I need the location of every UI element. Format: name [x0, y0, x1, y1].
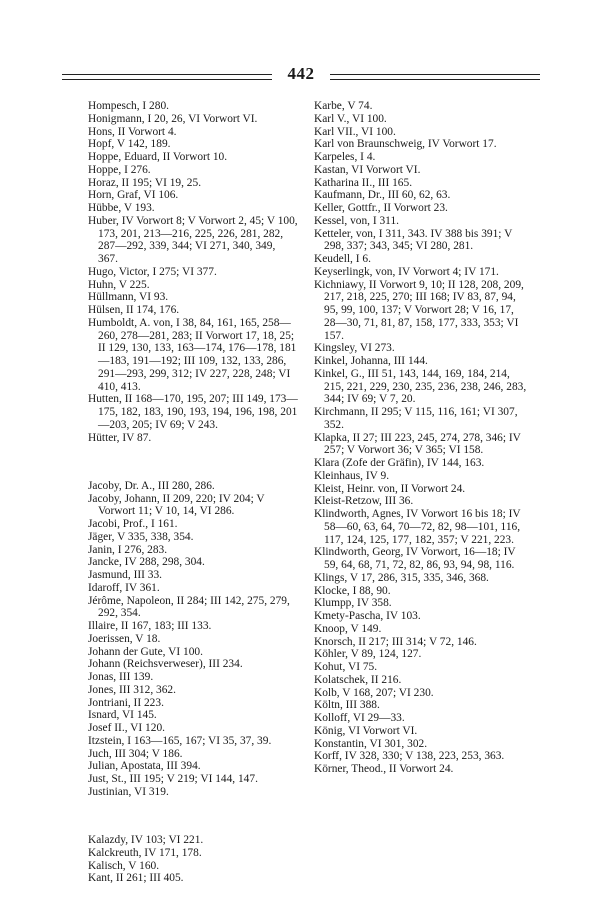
index-entry: Jontriani, II 223.	[88, 696, 164, 709]
index-entry: Hutten, II 168—170, 195, 207; III 149, 173—175, 182, 183, 190, 193, 194, 196, 198, 201—203, 205; IV 69; V 243.	[88, 393, 298, 431]
index-entry: Itzstein, I 163—165, 167; VI 35, 37, 39.	[88, 734, 272, 747]
index-entry: Kingsley, VI 273.	[314, 342, 395, 355]
index-entry: Hons, II Vorwort 4.	[88, 125, 177, 138]
index-entry: Keller, Gottfr., II Vorwort 23.	[314, 202, 448, 214]
index-entry: Klindworth, Agnes, IV Vorwort 16 bis 18; IV 58—60, 63, 64, 70—72, 82, 98—101, 116, 117, 124, 125, 177, 182, 357; V 221, 223.	[314, 508, 521, 546]
index-entry: Kant, II 261; III 405.	[88, 872, 184, 885]
index-entry: Justinian, VI 319.	[88, 785, 169, 798]
index-entry: Kalazdy, IV 103; VI 221.	[88, 834, 204, 847]
index-entry: Juch, III 304; V 186.	[88, 747, 183, 760]
index-entry: Költn, III 388.	[314, 699, 380, 712]
index-entry: Idaroff, IV 361.	[88, 581, 160, 594]
index-entry: Kmety-Pascha, IV 103.	[314, 610, 421, 622]
index-entry: Kolloff, VI 29—33.	[314, 712, 405, 724]
index-entry: Jancke, IV 288, 298, 304.	[88, 556, 205, 569]
index-entry: Honigmann, I 20, 26, VI Vorwort VI.	[88, 112, 258, 125]
index-entry: Karbe, V 74.	[314, 100, 373, 112]
index-entry: Jacoby, Dr. A., III 280, 286.	[88, 479, 215, 492]
section-gap	[88, 810, 298, 823]
page-number: 442	[287, 64, 315, 83]
index-entry: Kolatschek, II 216.	[314, 673, 402, 686]
index-entry: Kleinhaus, IV 9.	[314, 469, 390, 482]
index-entry: Hoppe, Eduard, II Vorwort 10.	[88, 151, 228, 163]
index-entry: Kleist-Retzow, III 36.	[314, 495, 414, 508]
index-entry: Jacoby, Johann, II 209, 220; IV 204; V Vorwort 11; V 10, 14, VI 286.	[88, 492, 265, 518]
index-entry: Julian, Apostata, III 394.	[88, 760, 201, 773]
section-gap	[88, 456, 298, 469]
index-entry: Köhler, V 89, 124, 127.	[314, 648, 422, 661]
index-entry: Kichniawy, II Vorwort 9, 10; II 128, 208, 209, 217, 218, 225, 270; III 168; IV 83, 87, 94, 95, 99, 100, 137; V Vorwort 28; V 16, 17, 28—30, 71, 81, 87, 158, 177, 333, 353; VI 157.	[314, 278, 524, 342]
index-entry: Kastan, VI Vorwort VI.	[314, 163, 421, 176]
index-entry: Jonas, III 139.	[88, 671, 154, 684]
index-entry: Kohut, VI 75.	[314, 661, 378, 673]
index-entry: Hugo, Victor, I 275; VI 377.	[88, 265, 217, 278]
index-entry: Joerissen, V 18.	[88, 632, 161, 645]
header-rule-right	[330, 74, 540, 80]
index-entry: Horn, Graf, VI 106.	[88, 189, 179, 202]
index-entry: Knoop, V 149.	[314, 622, 382, 635]
index-entry: Hoppe, I 276.	[88, 163, 151, 176]
index-entry: Karpeles, I 4.	[314, 151, 376, 163]
index-entry: Kaufmann, Dr., III 60, 62, 63.	[314, 189, 451, 202]
index-entry: Hopf, V 142, 189.	[88, 138, 171, 151]
index-entry: Huber, IV Vorwort 8; V Vorwort 2, 45; V 100, 173, 201, 213—216, 225, 226, 281, 282, 287—292, 339, 344; VI 271, 340, 349, 367.	[88, 214, 298, 265]
index-entry: Horaz, II 195; VI 19, 25.	[88, 176, 202, 189]
index-entry: Karl VII., VI 100.	[314, 125, 396, 138]
index-column-right	[314, 100, 528, 776]
index-entry: Just, St., III 195; V 219; VI 144, 147.	[88, 773, 258, 786]
index-column-left	[88, 100, 298, 885]
index-entry: Korff, IV 328, 330; V 138, 223, 253, 363.	[314, 750, 505, 763]
index-entry: Huhn, V 225.	[88, 278, 150, 291]
index-entry: Josef II., VI 120.	[88, 722, 165, 735]
index-entry: Hübbe, V 193.	[88, 202, 155, 214]
index-entry: Klapka, II 27; III 223, 245, 274, 278, 346; IV 257; V Vorwort 36; V 365; VI 158.	[314, 431, 521, 457]
index-entry: Johann (Reichsverweser), III 234.	[88, 658, 243, 671]
index-entry: Katharina II., III 165.	[314, 176, 413, 189]
index-entry: Janin, I 276, 283.	[88, 543, 168, 556]
index-entry: König, VI Vorwort VI.	[314, 724, 418, 737]
index-entry: Hütter, IV 87.	[88, 431, 152, 444]
index-entry: Isnard, VI 145.	[88, 709, 157, 722]
index-entry: Knorsch, II 217; III 314; V 72, 146.	[314, 635, 477, 648]
index-entry: Jäger, V 335, 338, 354.	[88, 530, 194, 543]
index-entry: Kalisch, V 160.	[88, 859, 160, 872]
index-entry: Illaire, II 167, 183; III 133.	[88, 620, 212, 633]
page-header	[62, 60, 540, 90]
index-entry: Kessel, von, I 311.	[314, 214, 399, 227]
index-entry: Hüllmann, VI 93.	[88, 291, 169, 304]
index-entry: Klumpp, IV 358.	[314, 597, 392, 610]
index-entry: Kinkel, Johanna, III 144.	[314, 355, 428, 367]
index-entry: Klings, V 17, 286, 315, 335, 346, 368.	[314, 571, 489, 584]
index-entry: Johann der Gute, VI 100.	[88, 645, 203, 658]
index-entry: Kinkel, G., III 51, 143, 144, 169, 184, 214, 215, 221, 229, 230, 235, 236, 238, 246, 283, 344; IV 69; V 7, 20.	[314, 367, 527, 406]
index-entry: Konstantin, VI 301, 302.	[314, 737, 428, 750]
index-entry: Hülsen, II 174, 176.	[88, 304, 180, 316]
index-entry: Klindworth, Georg, IV Vorwort, 16—18; IV 59, 64, 68, 71, 72, 82, 86, 93, 94, 98, 116.	[314, 546, 516, 571]
index-entry: Klara (Zofe der Gräfin), IV 144, 163.	[314, 457, 485, 469]
index-entry: Kalckreuth, IV 171, 178.	[88, 846, 202, 859]
index-entry: Keudell, I 6.	[314, 253, 371, 265]
index-entry: Ketteler, von, I 311, 343. IV 388 bis 391; V 298, 337; 343, 345; VI 280, 281.	[314, 227, 513, 253]
index-entry: Kirchmann, II 295; V 115, 116, 161; VI 307, 352.	[314, 406, 518, 431]
index-entry: Klocke, I 88, 90.	[314, 584, 391, 597]
index-entry: Jacobi, Prof., I 161.	[88, 518, 178, 531]
index-entry: Karl V., VI 100.	[314, 112, 387, 125]
index-entry: Jérôme, Napoleon, II 284; III 142, 275, 279, 292, 354.	[88, 594, 290, 620]
index-entry: Karl von Braunschweig, IV Vorwort 17.	[314, 138, 497, 151]
index-entry: Jones, III 312, 362.	[88, 683, 176, 696]
index-entry: Kolb, V 168, 207; VI 230.	[314, 686, 434, 699]
index-entry: Keyserlingk, von, IV Vorwort 4; IV 171.	[314, 265, 499, 278]
index-entry: Jasmund, III 33.	[88, 569, 163, 582]
index-entry: Kleist, Heinr. von, II Vorwort 24.	[314, 482, 466, 495]
index-entry: Körner, Theod., II Vorwort 24.	[314, 763, 454, 775]
index-entry: Hompesch, I 280.	[88, 100, 169, 112]
index-entry: Humboldt, A. von, I 38, 84, 161, 165, 258—260, 278—281, 283; II Vorwort 17, 18, 25; II 129, 130, 133, 163—174, 176—178, 181—183, 191—192; III 109, 132, 133, 286, 291—293, 299, 312; IV 227, 228, 248; VI 410, 413.	[88, 316, 297, 393]
